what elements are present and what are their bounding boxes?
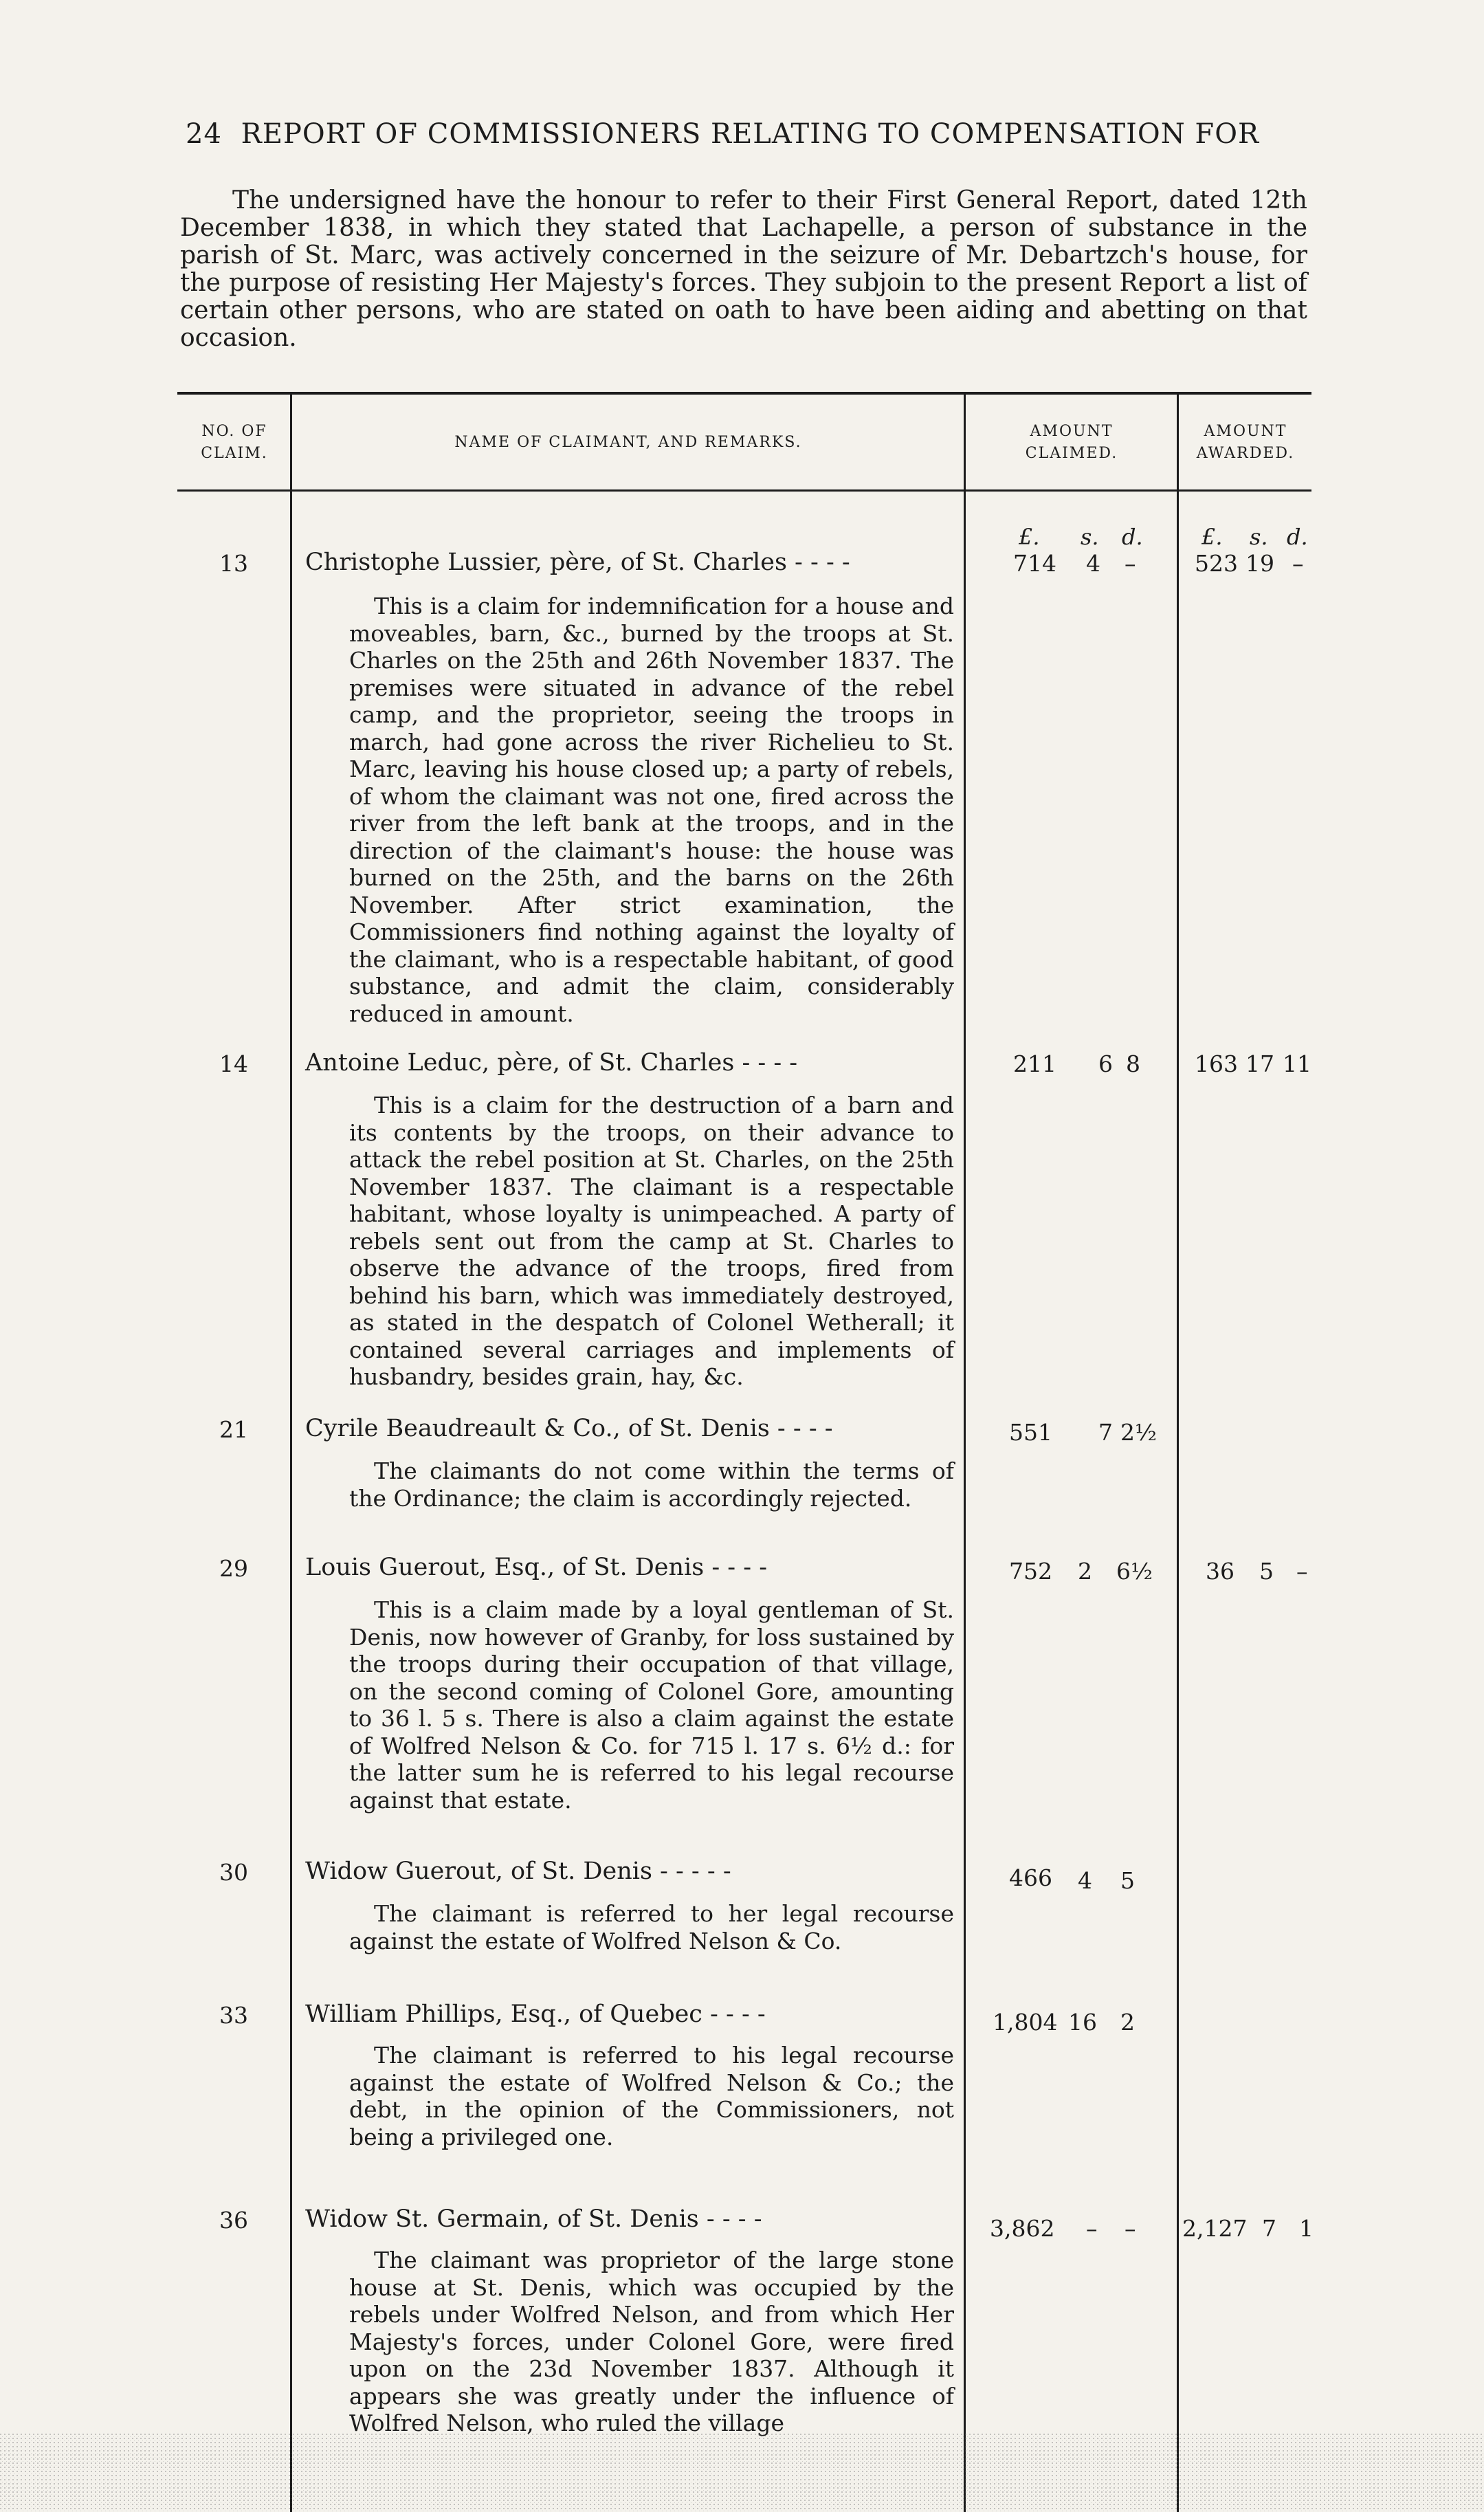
column-divider-3 bbox=[1177, 395, 1179, 2512]
claim-remarks: This is a claim for the destruction of a barn and its contents by the troops, on their advance to attack the rebel position at St. Charles, on the 25th November 1837. The claimant is a respectable habitant, whose loyalty is unimpeached. A party of rebels sent out from the camp at St. Charles to observe the advance of the troops, fired from behind his barn, which was immediately destroyed, as stated in the despatch of Colonel Wetherall; it contained several carriages and implements of husbandry, besides grain, hay, &c. bbox=[349, 1092, 954, 1390]
awarded-pounds: 523 bbox=[1195, 550, 1238, 577]
column-divider-2 bbox=[964, 395, 966, 2512]
claim-number: 29 bbox=[219, 1555, 248, 1582]
claimed-pounds-header: £. bbox=[1019, 524, 1040, 550]
claimed-pence-header: d. bbox=[1122, 524, 1143, 550]
claim-remarks: The claimant is referred to her legal recourse against the estate of Wolfred Nelson & Co. bbox=[349, 1900, 954, 1954]
claimant-name: William Phillips, Esq., of Quebec - - - - bbox=[305, 2001, 766, 2028]
claim-remarks: This is a claim made by a loyal gentleman of St. Denis, now however of Granby, for loss sustained by the troops during their occupation of that village, on the second coming of Colonel Gore, amounting to 36 l. 5 s. There is also a claim against the estate of Wolfred Nelson & Co. for 715 l. 17 s. 6½ d.: for the latter sum he is referred to his legal recourse against that estate. bbox=[349, 1596, 954, 1814]
claim-remarks: The claimant is referred to his legal recourse against the estate of Wolfred Nelson & Co.; the debt, in the opinion of the Commissioners, not being a privileged one. bbox=[349, 2042, 954, 2150]
claimed-pounds: 3,862 bbox=[990, 2215, 1055, 2242]
awarded-pounds-header: £. bbox=[1201, 524, 1223, 550]
scan-noise-texture bbox=[0, 2434, 1484, 2512]
claimed-pence: 5 bbox=[1120, 1867, 1135, 1894]
awarded-shillings: 19 bbox=[1245, 550, 1274, 577]
claim-number: 14 bbox=[219, 1050, 248, 1077]
table-top-rule bbox=[177, 392, 1311, 395]
claim-remarks: The claimant was proprietor of the large stone house at St. Denis, which was occupied by the rebels under Wolfred Nelson, and from which Her Majesty's forces, under Colonel Gore, were fired upon on the 23d November 1837. Although it appears she was greatly under the influence of Wolfred Nelson, who ruled the village bbox=[349, 2247, 954, 2436]
claimed-shillings: 2 bbox=[1078, 1558, 1092, 1585]
claimed-pence: 6½ bbox=[1116, 1558, 1153, 1585]
claimed-pence: 2 bbox=[1120, 2009, 1135, 2036]
header-amount-claimed: AMOUNT CLAIMED. bbox=[1025, 423, 1118, 462]
awarded-shillings: 5 bbox=[1259, 1558, 1274, 1585]
page-title: REPORT OF COMMISSIONERS RELATING TO COMPENSATION FOR bbox=[241, 118, 1260, 150]
awarded-shillings: 17 bbox=[1245, 1050, 1274, 1077]
claimed-shillings: 6 bbox=[1098, 1050, 1113, 1077]
awarded-pence: 1 bbox=[1299, 2215, 1314, 2242]
header-claim-no: NO. OF CLAIM. bbox=[201, 423, 268, 462]
claimed-pence: 2½ bbox=[1120, 1419, 1157, 1446]
header-amount-awarded: AMOUNT AWARDED. bbox=[1196, 423, 1295, 462]
claimed-shillings: – bbox=[1086, 2215, 1098, 2242]
claimed-shillings: 7 bbox=[1098, 1419, 1113, 1446]
claim-remarks: This is a claim for indemnification for a house and moveables, barn, &c., burned by the troops at St. Charles on the 25th and 26th November 1837. The premises were situated in advance of the rebel camp, and the proprietor, seeing the troops in march, had gone across the river Richelieu to St. Marc, leaving his house closed up; a party of rebels, of whom the claimant was not one, fired across the river from the left bank at the troops, and in the direction of the claimant's house: the house was burned on the 25th, and the barns on the 26th November. After strict examination, the Commissioners find nothing against the loyalty of the claimant, who is a respectable habitant, of good substance, and admit the claim, considerably reduced in amount. bbox=[349, 593, 954, 1027]
page-number: 24 bbox=[186, 118, 222, 150]
claimed-pounds: 466 bbox=[1009, 1864, 1052, 1891]
awarded-shillings-header: s. bbox=[1250, 524, 1268, 550]
claimed-shillings: 16 bbox=[1068, 2009, 1097, 2036]
awarded-pence-header: d. bbox=[1287, 524, 1308, 550]
awarded-shillings: 7 bbox=[1262, 2215, 1276, 2242]
claimant-name: Widow St. Germain, of St. Denis - - - - bbox=[305, 2205, 762, 2233]
awarded-pence: 11 bbox=[1283, 1050, 1311, 1077]
claim-number: 33 bbox=[219, 2002, 248, 2029]
claimed-pence: – bbox=[1125, 2215, 1136, 2242]
claimed-pounds: 752 bbox=[1009, 1558, 1052, 1585]
claim-number: 30 bbox=[219, 1859, 248, 1886]
claimant-name: Widow Guerout, of St. Denis - - - - - bbox=[305, 1858, 731, 1885]
intro-paragraph: The undersigned have the honour to refer to their First General Report, dated 12th December 1838, in which they stated that Lachapelle, a person of substance in the parish of St. Marc, was actively concerned in the seizure of Mr. Debartzch's house, for the purpose of resisting Her Majesty's forces. They subjoin to the present Report a list of certain other persons, who are stated on oath to have been aiding and abetting on that occasion. bbox=[180, 186, 1307, 352]
claimed-pence: 8 bbox=[1126, 1050, 1140, 1077]
claim-remarks: The claimants do not come within the terms of the Ordinance; the claim is accordingly rejected. bbox=[349, 1457, 954, 1512]
column-divider-1 bbox=[290, 395, 292, 2512]
awarded-pounds: 36 bbox=[1206, 1558, 1234, 1585]
awarded-pence: – bbox=[1292, 550, 1304, 577]
page-header bbox=[186, 118, 1299, 150]
claimed-pence: – bbox=[1125, 550, 1136, 577]
claim-number: 13 bbox=[219, 550, 248, 577]
claimed-pounds: 714 bbox=[1013, 550, 1056, 577]
claimant-name: Christophe Lussier, père, of St. Charles - - - - bbox=[305, 549, 850, 576]
claimed-pounds: 1,804 bbox=[993, 2009, 1058, 2036]
claimed-shillings: 4 bbox=[1086, 550, 1100, 577]
awarded-pounds: 2,127 bbox=[1182, 2215, 1248, 2242]
claim-number: 36 bbox=[219, 2207, 248, 2234]
claimant-name: Cyrile Beaudreault & Co., of St. Denis - - - - bbox=[305, 1415, 833, 1442]
claim-number: 21 bbox=[219, 1416, 248, 1443]
claimant-name: Antoine Leduc, père, of St. Charles - - - - bbox=[305, 1049, 798, 1077]
claimed-pounds: 551 bbox=[1009, 1419, 1052, 1446]
table-header-rule bbox=[177, 489, 1311, 492]
claimed-shillings-header: s. bbox=[1081, 524, 1099, 550]
awarded-pence: – bbox=[1296, 1558, 1308, 1585]
claimed-pounds: 211 bbox=[1013, 1050, 1056, 1077]
header-claimant: NAME OF CLAIMANT, AND REMARKS. bbox=[454, 434, 802, 451]
awarded-pounds: 163 bbox=[1195, 1050, 1238, 1077]
claimed-shillings: 4 bbox=[1078, 1867, 1092, 1894]
claimant-name: Louis Guerout, Esq., of St. Denis - - - - bbox=[305, 1554, 768, 1581]
